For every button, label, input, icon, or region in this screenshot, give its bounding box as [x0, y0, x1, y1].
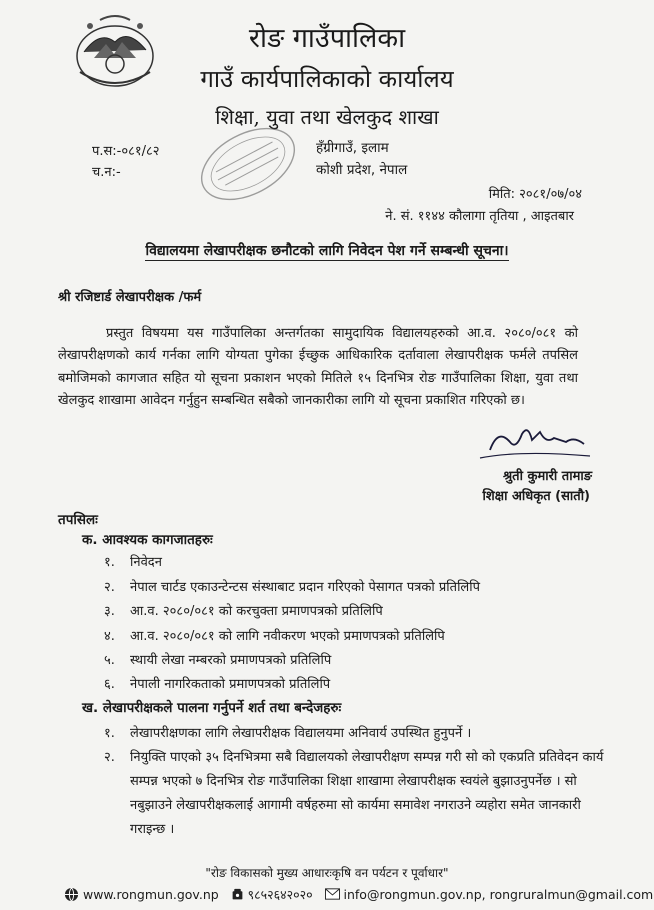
- list-item: ५. स्थायी लेखा नम्बरको प्रमाणपत्रको प्रतिलिपि: [104, 653, 332, 668]
- list-item: १. लेखापरीक्षणका लागि लेखापरीक्षक विद्यालयमा अनिवार्य उपस्थित हुनुपर्ने ।: [104, 726, 472, 741]
- list-item: ३. आ.व. २०८०/०८१ को करचुक्ता प्रमाणपत्रको प्रतिलिपि: [104, 604, 383, 619]
- email-link-2[interactable]: , rongruralmun@gmail.com: [481, 887, 654, 902]
- section-a-heading: क. आवश्यक कागजातहरुः: [82, 532, 213, 548]
- list-item: ४. आ.व. २०८०/०८१ को लागि नवीकरण भएको प्रमाणपत्रको प्रतिलिपि: [104, 629, 445, 644]
- office-stamp: [192, 124, 304, 202]
- signatory-name: श्रुती कुमारी तामाङ: [502, 469, 592, 484]
- email-link[interactable]: info@rongmun.gov.np: [343, 887, 482, 902]
- list-item: ६. नेपाली नागरिकताको प्रमाणपत्रको प्रतिलिपि: [104, 677, 331, 692]
- patra-sankhya: प.स:-०८१/८२: [92, 144, 160, 159]
- tapasil-label: तपसिलः: [58, 512, 98, 528]
- section-b-heading: ख. लेखापरीक्षकले पालना गर्नुपर्ने शर्त तथा बन्देजहरुः: [82, 700, 342, 716]
- mail-icon: [325, 888, 340, 903]
- website-link[interactable]: www.rongmun.gov.np: [82, 887, 219, 902]
- addressee: श्री रजिष्टार्ड लेखापरीक्षक /फर्म: [58, 290, 202, 305]
- list-item: २. नेपाल चार्टड एकाउन्टेन्टस संस्थाबाट प्रदान गरिएको पेसागत पत्रको प्रतिलिपि: [104, 580, 480, 595]
- date-miti: मिति: २०८१/०७/०४: [488, 187, 582, 202]
- notice-subject: विद्यालयमा लेखापरीक्षक छनौटको लागि निवेदन पेश गर्ने सम्बन्धी सूचना।: [145, 243, 509, 259]
- handwritten-signature: [470, 420, 600, 468]
- body-paragraph: प्रस्तुत विषयमा यस गाउँपालिका अन्तर्गतका सामुदायिक विद्यालयहरुको आ.व. २०८०/०८१ को लेखापरीक्षणको कार्य गर्नका लागि योग्यता पुगेका ईच्छुक आधिकारिक दर्तावाला लेखापरीक्षक फर्मले तपसिल बमोजिमको कागजात सहित यो सूचना प्रकाशन भएको मितिले १५ दिनभित्र रोङ गाउँपालिका शिक्षा, युवा तथा खेलकुद शाखामा आवेदन गर्नुहुन सम्बन्धित सबैको जानकारीका लागि यो सूचना प्रकाशित गरिएको छ।: [58, 326, 578, 408]
- address-line2: कोशी प्रदेश, नेपाल: [316, 162, 408, 178]
- chalani-number: च.न:-: [92, 165, 121, 180]
- phone-number: ९८५२६४२०२०: [247, 887, 313, 902]
- branch-name: शिक्षा, युवा तथा खेलकुद शाखा: [215, 105, 439, 129]
- list-item: २. नियुक्ति पाएको ३५ दिनभित्रमा सबै विद्यालयको लेखापरीक्षण सम्पन्न गरी सो को एकप्रति प्रतिवेदन कार्य सम्पन्न भएको ७ दिनभित्र रोङ गाउँपालिका शिक्षा शाखामा लेखापरीक्षक स्वयंले बुझाउनुपर्नेछ । सो नबुझाउने लेखापरीक्षकलाई आगामी वर्षहरुमा सो कार्यमा समावेश नगराउने व्यहोरा समेत जानकारी गराइन्छ ।: [104, 750, 604, 837]
- address-line1: हँग्रीगाउँ, इलाम: [316, 140, 389, 156]
- footer-contacts: [64, 886, 653, 905]
- office-name: गाउँ कार्यपालिकाको कार्यालय: [200, 65, 454, 93]
- motto: "रोङ विकासको मुख्य आधारःकृषि वन पर्यटन र पूर्वाधार": [205, 866, 449, 880]
- globe-icon: [64, 887, 79, 905]
- phone-icon: [231, 888, 244, 904]
- signatory-title: शिक्षा अधिकृत (सातौ): [482, 489, 590, 504]
- date-nepal-sambat: ने. सं. ११४४ कौलागा तृतिया , आइतबार: [385, 209, 574, 224]
- org-name: रोङ गाउँपालिका: [248, 23, 406, 54]
- list-item: १. निवेदन: [104, 555, 162, 570]
